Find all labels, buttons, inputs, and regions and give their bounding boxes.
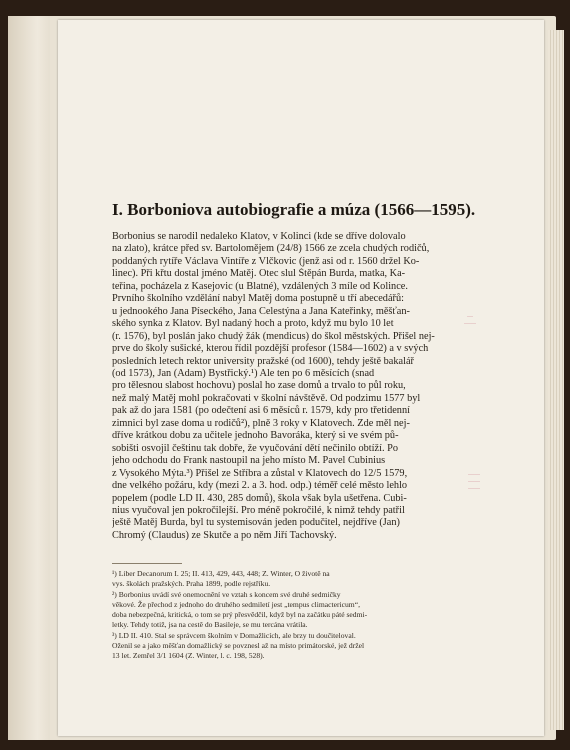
text-line: zimnici byl zase doma u rodičů²), plně 3 roky v Klatovech. Zde měl nej-	[112, 417, 410, 429]
footnote-line: Oženil se a jako měšťan domažlický se povznesl až na místo primátorské, jež držel	[112, 641, 365, 651]
footnote-line: vys. školách pražských. Praha 1899, podle rejstříku.	[112, 579, 271, 589]
footnote-line: letky. Tehdy totiž, jsa na cestě do Basileje, se mu tercána vrátila.	[112, 620, 308, 630]
text-line: prve do školy sušické, kterou řídil pozdější profesor (1584—1602) a v svých	[112, 343, 429, 355]
footnote-line: ²) Borbonius uvádí své onemocnění ve vztah s koncem své druhé sedmičky	[112, 589, 341, 599]
text-line: dne velkého požáru, kdy (mezi 2. a 3. hod. odp.) téměř celé město lehlo	[112, 480, 408, 492]
text-line: než malý Matěj mohl pokračovati v školní návštěvě. Od podzimu 1577 byl	[112, 392, 421, 404]
stamp-line: …	[467, 312, 473, 319]
body-text	[112, 231, 472, 542]
footnote-line: věkové. Že přechod z jednoho do druhého sedmiletí jest „tempus climactericum“,	[112, 599, 360, 609]
stamp-line: ……	[468, 470, 480, 477]
text-line: linec). Při křtu dostal jméno Matěj. Otec slul Štěpán Burda, matka, Ka-	[112, 268, 406, 280]
footnote-line: 13 let. Zemřel 3/1 1604 (Z. Winter, l. c. 198, 528).	[112, 651, 265, 661]
text-line: posledních letech rektor university pražské (od 1600), tehdy ještě bakalář	[112, 355, 414, 367]
text-line: sobišti osvojil češtinu tak dobře, že vyučování dětí nečinilo obtíží. Po	[112, 442, 398, 454]
footnote-line: doba nebezpečná, kritická, o tom se prý přesvědčil, když byl na začátku páté sedmi-	[112, 610, 368, 620]
footnote-line: ³) LD II. 410. Stal se správcem školním v Domažlicích, ale brzy tu doučiteloval.	[112, 630, 356, 640]
footnote-line: ¹) Liber Decanorum I. 25; II. 413, 429, 443, 448; Z. Winter, O životě na	[112, 569, 330, 578]
text-line: Chromý (Claudus) ze Skutče a po něm Jiří Tachovský.	[112, 529, 337, 541]
footnote-rule	[112, 563, 182, 564]
text-line: z Vysokého Mýta.³) Přišel ze Stříbra a zůstal v Klatovech do 12/5 1579,	[112, 467, 408, 479]
page-stack-edge	[548, 30, 564, 730]
chapter-heading: I. Borboniova autobiografie a múza (1566—1595).	[112, 200, 476, 219]
text-line: dříve krátkou dobu za učitele jednoho Bavoráka, který si ve svém pů-	[112, 430, 399, 442]
text-line: poddaných rytíře Václava Vintíře z Vlčkovic (jenž asi od r. 1560 držel Ko-	[112, 255, 420, 267]
text-line: nius vyučoval jen pokročilejší. Pro méně pokročilé, k nimž tehdy patřil	[112, 504, 405, 516]
text-line: teřina, pocházela z Kasejovic (u Blatné), vzdálených 3 míle od Kolince.	[112, 280, 408, 292]
library-stamp	[458, 470, 490, 491]
text-line: jeho odchodu do Frank nastoupil na jeho místo M. Pavel Cubinius	[112, 455, 386, 467]
text-line: Prvního školního vzdělání nabyl Matěj doma postupně u tří abecedářů:	[112, 293, 404, 305]
text-line: ského synka z Klatov. Byl nadaný hoch a proto, když mu bylo 10 let	[112, 318, 394, 330]
stamp-line: ……	[468, 477, 480, 484]
footnotes	[112, 569, 472, 662]
text-line: na zlato), krátce před sv. Bartolomějem (24/8) 1566 ze zcela chudých rodičů,	[112, 243, 430, 255]
text-line: popelem (podle LD II. 430, 285 domů), škola však byla ušetřena. Cubi-	[112, 492, 407, 504]
binding-edge	[8, 16, 50, 740]
text-line: ještě Matěj Burda, byl tu systemisován jeden podučitel, nejdříve (Jan)	[112, 517, 400, 529]
text-line: (r. 1576), byl poslán jako chudý žák (mendicus) do škol městských. Přišel nej-	[112, 330, 435, 342]
text-line: pak až do jara 1581 (po odečtení asi 6 měsíců r. 1579, kdy pro třetidenní	[112, 405, 410, 417]
stamp-line: ……	[464, 319, 476, 326]
library-stamp	[454, 312, 486, 326]
text-line: u jednookého Jana Píseckého, Jana Celestýna a Jana Kateřinky, měšťan-	[112, 305, 410, 317]
text-line: (od 1573), Jan (Adam) Bystřický.¹) Ale ten po 6 měsících (snad	[112, 367, 375, 379]
stamp-line: ……	[468, 484, 480, 491]
text-line: pro tělesnou slabost hochovu) poslal ho zase domů a trvalo to půl roku,	[112, 380, 406, 392]
text-line: Borbonius se narodil nedaleko Klatov, v Kolinci (kde se dříve dolovalo	[112, 231, 406, 242]
